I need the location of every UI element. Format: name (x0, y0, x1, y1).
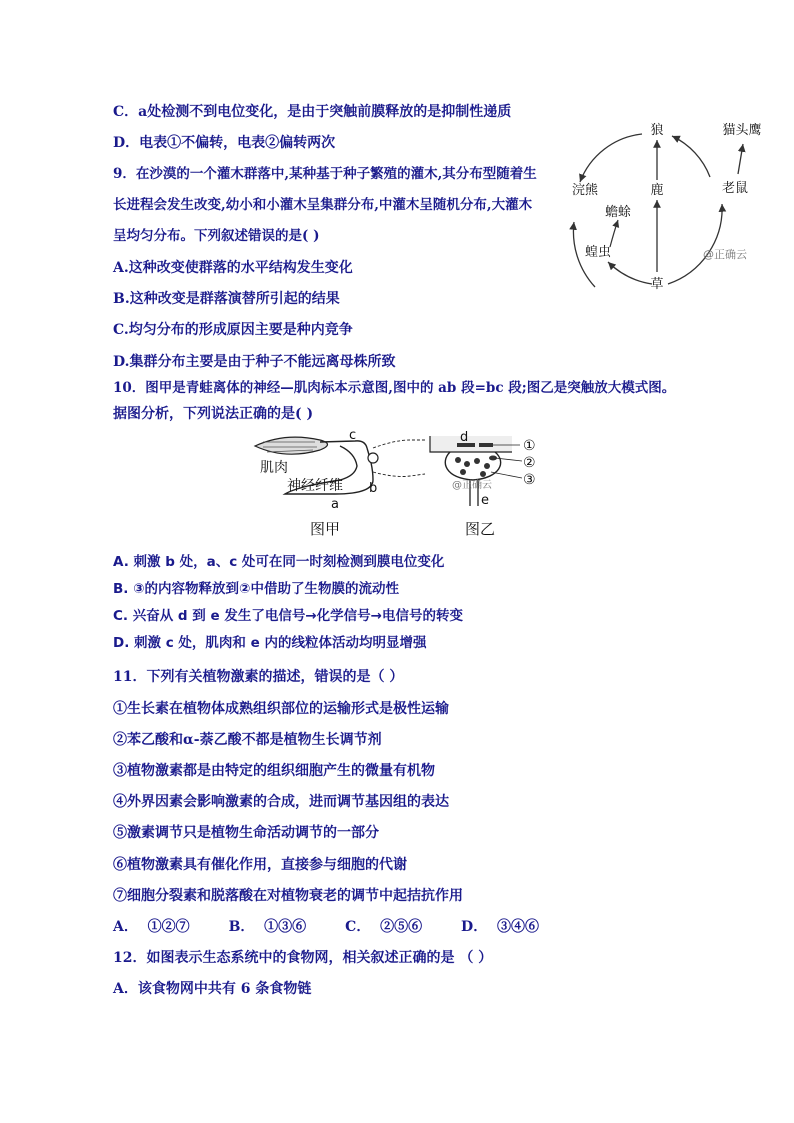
q10-stem-line2: 据图分析，下列说法正确的是( ) (113, 406, 314, 422)
node-mouse: 老鼠 (721, 181, 749, 196)
q11-statement-7: ⑦细胞分裂素和脱落酸在对植物衰老的调节中起拮抗作用 (113, 888, 463, 904)
food-web-diagram (560, 112, 775, 317)
q9-option-c: C.均匀分布的形成原因主要是种内竞争 (113, 322, 353, 338)
q8-option-d: D．电表①不偏转，电表②偏转两次 (113, 135, 336, 151)
node-locust: 蝗虫 (584, 245, 612, 260)
watermark: @正确云 (703, 248, 747, 261)
node-grass: 草 (650, 277, 664, 292)
q9-stem-line1: 9．在沙漠的一个灌木群落中,某种基于种子繁殖的灌木,其分布型随着生 (113, 166, 537, 182)
q11-statement-2: ②苯乙酸和α-萘乙酸不都是植物生长调节剂 (113, 732, 382, 748)
q8-option-c: C．a处检测不到电位变化，是由于突触前膜释放的是抑制性递质 (113, 104, 512, 120)
node-toad: 蟾蜍 (604, 205, 632, 220)
node-owl: 猫头鹰 (722, 123, 762, 138)
caption-jia: 图甲 (310, 520, 341, 538)
q9-option-d: D.集群分布主要是由于种子不能远离母株所致 (113, 354, 396, 370)
q10-option-d: D. 刺激 c 处，肌肉和 e 内的线粒体活动均明显增强 (113, 635, 427, 651)
label-b: b (369, 481, 378, 496)
q9-option-b: B.这种改变是群落演替所引起的结果 (113, 291, 340, 307)
q12-option-a: A．该食物网中共有 6 条食物链 (113, 981, 312, 997)
mark-1: ① (523, 438, 536, 454)
label-c: c (349, 428, 357, 443)
q10-option-a: A. 刺激 b 处，a、c 处可在同一时刻检测到膜电位变化 (113, 554, 445, 570)
q11-statement-3: ③植物激素都是由特定的组织细胞产生的微量有机物 (113, 763, 435, 779)
q11-statement-5: ⑤激素调节只是植物生命活动调节的一部分 (113, 825, 379, 841)
caption-yi: 图乙 (465, 520, 496, 538)
q11-statement-1: ①生长素在植物体成熟组织部位的运输形式是极性运输 (113, 701, 449, 717)
q12-stem: 12．如图表示生态系统中的食物网，相关叙述正确的是 （ ） (113, 950, 493, 966)
q11-statement-6: ⑥植物激素具有催化作用，直接参与细胞的代谢 (113, 857, 407, 873)
node-raccoon: 浣熊 (571, 183, 599, 198)
q10-option-b: B. ③的内容物释放到②中借助了生物膜的流动性 (113, 581, 399, 597)
q9-stem-line3: 呈均匀分布。下列叙述错误的是( ) (113, 228, 320, 244)
q10-option-c: C. 兴奋从 d 到 e 发生了电信号→化学信号→电信号的转变 (113, 608, 463, 624)
q11-options: A． ①②⑦ B． ①③⑥ C． ②⑤⑥ D． ③④⑥ (113, 919, 539, 935)
label-muscle: 肌肉 (260, 460, 288, 476)
mark-2: ② (523, 455, 536, 471)
watermark-2: @正确云 (452, 480, 492, 491)
q9-stem-line2: 长进程会发生改变,幼小和小灌木呈集群分布,中灌木呈随机分布,大灌木 (113, 197, 533, 213)
mark-3: ③ (523, 472, 536, 488)
label-d: d (460, 430, 469, 445)
label-e: e (481, 493, 489, 508)
muscle-shape (255, 437, 328, 454)
label-nerve-fiber: 神经纤维 (287, 478, 343, 494)
q9-option-a: A.这种改变使群落的水平结构发生变化 (113, 260, 353, 276)
label-a: a (331, 497, 339, 512)
nerve-muscle-figure (245, 428, 555, 543)
q11-statement-4: ④外界因素会影响激素的合成，进而调节基因组的表达 (113, 794, 449, 810)
node-deer: 鹿 (650, 183, 664, 198)
q10-stem-line1: 10．图甲是青蛙离体的神经—肌肉标本示意图,图中的 ab 段=bc 段;图乙是突触放大模式图。 (113, 380, 676, 396)
q11-stem: 11．下列有关植物激素的描述，错误的是（ ） (113, 669, 404, 685)
node-wolf: 狼 (650, 123, 664, 138)
